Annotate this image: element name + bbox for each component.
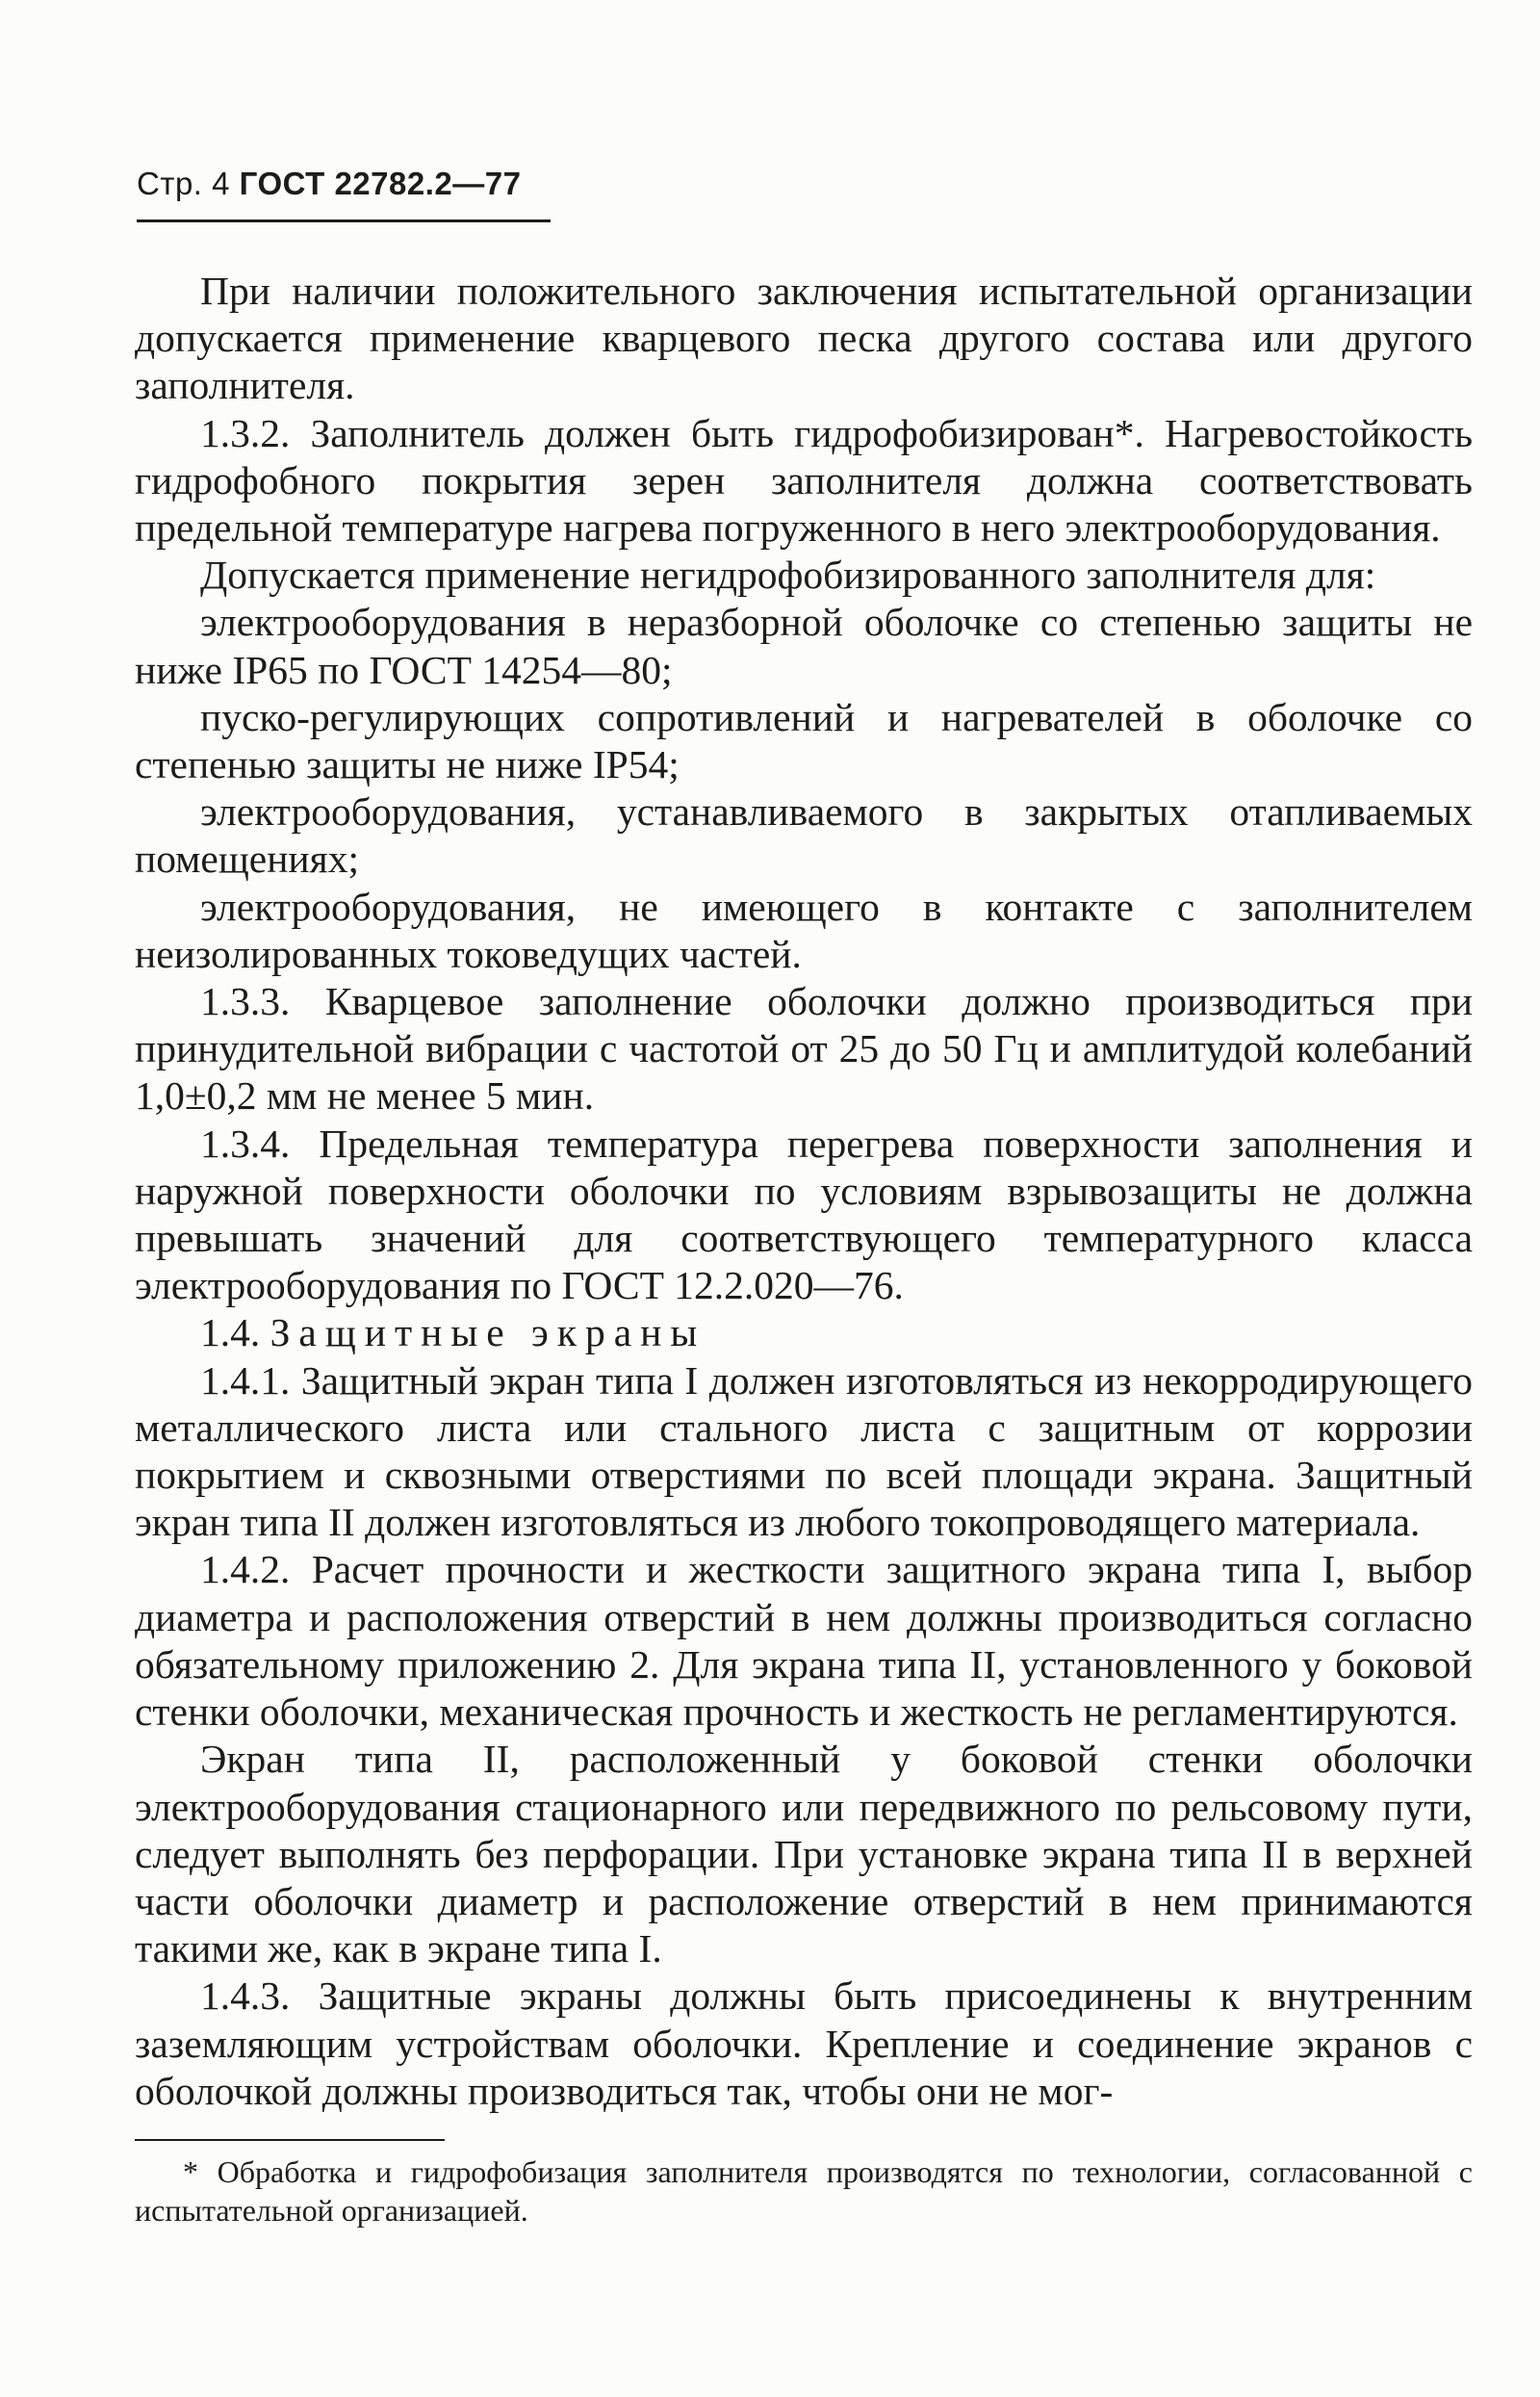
section-number: 1.4. — [200, 1310, 261, 1355]
paragraph: При наличии положительного заключения испытательной организации допускается применение кварцевого песка другого состава или другого заполнителя. — [135, 269, 1473, 408]
paragraph: Экран типа II, расположенный у боковой стенки оболочки электрооборудования стационарного или передвижного по рельсовому пути, следует выполнять без перфорации. При установке экрана типа II в верхней части оболочки диаметр и расположение отверстий в нем принимаются такими же, как в экране типа I. — [135, 1737, 1473, 1972]
section-heading — [135, 1309, 1473, 1356]
page-label: Стр. 4 — [137, 166, 230, 201]
paragraph: 1.4.3. Защитные экраны должны быть присоединены к внутренним заземляющим устройствам оболочки. Крепление и соединение экранов с оболочкой должны производиться так, чтобы они не мог- — [135, 1973, 1473, 2113]
paragraph: Допускается применение негидрофобизированного заполнителя для: — [200, 553, 1376, 598]
paragraph: 1.3.4. Предельная температура перегрева поверхности заполнения и наружной поверхности оболочки по условиям взрывозащиты не должна превышать значений для соответствующего температурного класса электрооборудования по ГОСТ 12.2.020—76. — [135, 1121, 1473, 1308]
paragraph: 1.3.2. Заполнитель должен быть гидрофобизирован*. Нагревостойкость гидрофобного покрытия зерен заполнителя должна соответствовать предельной температуре нагрева погруженного в него электрооборудования. — [135, 410, 1473, 551]
standard-number: ГОСТ 22782.2—77 — [239, 166, 522, 201]
list-item: пуско-регулирующих сопротивлений и нагревателей в оболочке со степенью защиты не ниже IP54; — [135, 694, 1473, 787]
header-rule — [137, 219, 551, 222]
footnote-text: * Обработка и гидрофобизация заполнителя производятся по технологии, согласованной с испытательной организацией. — [135, 2154, 1473, 2228]
list-item: электрооборудования в неразборной оболочке со степенью защиты не ниже IP65 по ГОСТ 14254—80; — [135, 600, 1473, 692]
paragraph: 1.4.1. Защитный экран типа I должен изготовляться из некорродирующего металлического листа или стального листа с защитным от коррозии покрытием и сквозными отверстиями по всей площади экрана. Защитный экран типа II должен изготовляться из любого токопроводящего материала. — [135, 1357, 1473, 1545]
list-item: электрооборудования, не имеющего в контакте с заполнителем неизолированных токоведущих частей. — [135, 884, 1473, 976]
paragraph: 1.4.2. Расчет прочности и жесткости защитного экрана типа I, выбор диаметра и расположения отверстий в нем должны производиться согласно обязательному приложению 2. Для экрана типа II, установленного у боковой стенки оболочки, механическая прочность и жесткость не регламентируются. — [135, 1547, 1473, 1735]
page-header — [137, 166, 521, 202]
footnote-rule — [135, 2139, 445, 2141]
footnote — [135, 2152, 1473, 2229]
list-item: электрооборудования, устанавливаемого в закрытых отапливаемых помещениях; — [135, 789, 1473, 882]
body-text — [135, 268, 1473, 2115]
paragraph: 1.3.3. Кварцевое заполнение оболочки должно производиться при принудительной вибрации с частотой от 25 до 50 Гц и амплитудой колебаний 1,0±0,2 мм не менее 5 мин. — [135, 979, 1473, 1119]
section-title: Защитные экраны — [270, 1310, 706, 1355]
